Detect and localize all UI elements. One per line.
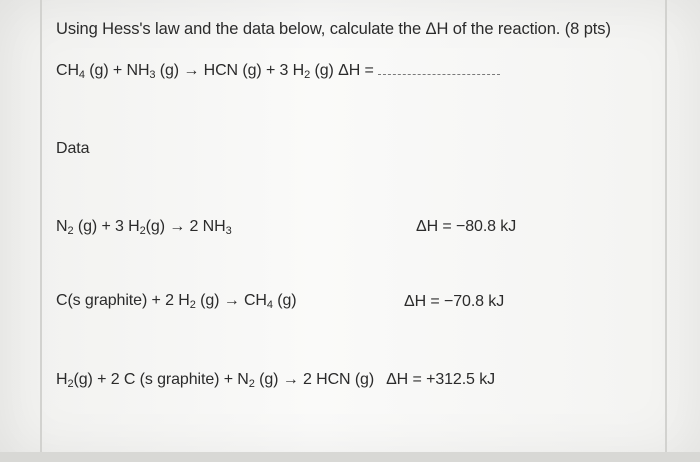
target-reaction-text: (g) + NH (84, 62, 150, 79)
equation-text: (g) (272, 292, 297, 309)
target-reaction (56, 62, 500, 81)
equation-text: (g) → 2 HCN (g) (254, 371, 375, 388)
equation-text: (g) → CH (195, 292, 267, 309)
equation-subscript: 2 (67, 225, 74, 237)
question-prompt: Using Hess's law and the data below, calculate the ΔH of the reaction. (8 pts) (56, 20, 611, 38)
target-reaction-text: CH (56, 62, 79, 79)
data-reaction-2-delta-h: ΔH = −70.8 kJ (404, 293, 505, 310)
target-reaction-text: (g) → HCN (g) + 3 H (155, 62, 305, 79)
data-reaction-3-delta-h: ΔH = +312.5 kJ (386, 371, 495, 388)
equation-text: H (56, 371, 68, 388)
equation-subscript: 4 (266, 299, 273, 311)
equation-subscript: 2 (248, 378, 255, 390)
equation-text: C(s graphite) + 2 H (56, 292, 190, 309)
equation-text: N (56, 218, 68, 235)
target-reaction-subscript: 2 (304, 69, 311, 81)
equation-text: (g) + 3 H (73, 218, 140, 235)
equation-text: (g) → 2 NH (145, 218, 226, 235)
target-reaction-subscript: 3 (149, 69, 156, 81)
equation-subscript: 2 (67, 378, 74, 390)
target-reaction-subscript: 4 (78, 69, 85, 81)
page-bottom-edge (0, 452, 700, 462)
target-reaction-text: (g) ΔH = (310, 62, 374, 79)
answer-blank[interactable] (378, 64, 500, 75)
data-reaction-3 (56, 371, 495, 390)
data-reaction-1-delta-h: ΔH = −80.8 kJ (416, 218, 517, 235)
data-reaction-1-equation (56, 218, 232, 237)
equation-text: (g) + 2 C (s graphite) + N (73, 371, 249, 388)
data-heading: Data (56, 140, 90, 157)
data-reaction-2-equation (56, 292, 297, 311)
equation-subscript: 3 (225, 225, 232, 237)
equation-subscript: 2 (139, 225, 146, 237)
equation-subscript: 2 (189, 299, 196, 311)
